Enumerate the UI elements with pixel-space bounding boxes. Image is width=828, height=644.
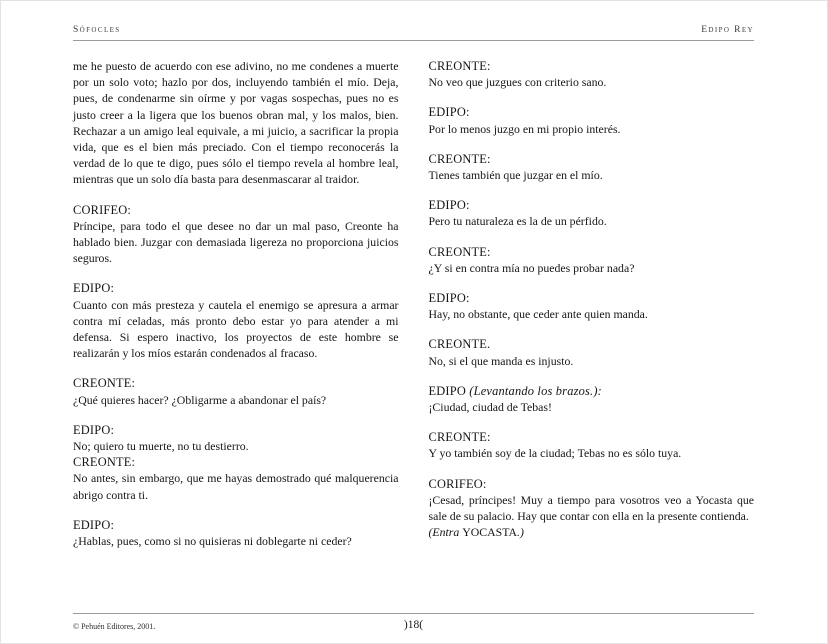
speech-block bbox=[73, 454, 399, 503]
speech-text: ¿Hablas, pues, como si no quisieras ni doblegarte ni ceder? bbox=[73, 534, 352, 549]
speech-block bbox=[429, 476, 755, 541]
speaker-name: EDIPO: bbox=[73, 517, 115, 532]
stage-note: (Levantando los brazos.): bbox=[469, 383, 602, 398]
speech-block bbox=[73, 375, 399, 407]
speaker-name: CREONTE: bbox=[428, 430, 491, 445]
speaker-name: EDIPO: bbox=[73, 422, 115, 437]
speech-text: No; quiero tu muerte, no tu destierro. bbox=[73, 439, 249, 454]
speech-block bbox=[429, 290, 755, 322]
speaker-name: EDIPO: bbox=[428, 291, 470, 306]
speaker-name: CREONTE: bbox=[428, 59, 491, 73]
speaker-name: CREONTE: bbox=[428, 151, 491, 166]
speech-text: Y yo también soy de la ciudad; Tebas no es sólo tuya. bbox=[428, 446, 682, 461]
footer-rule bbox=[73, 613, 754, 614]
speech-block bbox=[429, 151, 755, 183]
speaker-name: CORIFEO: bbox=[73, 202, 132, 217]
speaker-name: CORIFEO: bbox=[428, 476, 487, 491]
speech-text: Cuanto con más presteza y cautela el enemigo se apresura a armar contra mí celadas, más pronto debo estar yo para atender a mi defensa. Si espero inactivo, los proyectos de este hombre se realizarán y los míos estarán condenados al fracaso. bbox=[73, 297, 399, 361]
copyright: © Pehuén Editores, 2001. bbox=[73, 622, 156, 631]
continued-paragraph: me he puesto de acuerdo con ese adivino, no me condenes a muerte por un solo voto; hazlo por dos, incluyendo también el mío. Deja, pues, de condenarme sin oírme y por vagas sospechas, pues no es justo creer a la ligera que los buenos obran mal, y los malos, bien. Rechazar a un amigo leal equivale, a mi juicio, a sacrificar la propia vida, que es el bien más preciado. Con el tiempo reconocerás la verdad de lo que te digo, pues sólo el tiempo revela al hombre leal, mientras que un solo día basta para desenmascarar al traidor. bbox=[73, 59, 399, 187]
speech-block bbox=[429, 429, 755, 461]
speech-block bbox=[73, 202, 399, 267]
speech-text: Por lo menos juzgo en mi propio interés. bbox=[428, 121, 621, 136]
speech-text: No veo que juzgues con criterio sano. bbox=[428, 75, 607, 90]
speech-text: ¡Ciudad, ciudad de Tebas! bbox=[428, 400, 552, 415]
speech-block bbox=[429, 58, 755, 90]
speech-text: No antes, sin embargo, que me hayas demostrado qué malquerencia abrigo contra ti. bbox=[73, 471, 399, 502]
speech-text: ¿Qué quieres hacer? ¿Obligarme a abandonar el país? bbox=[73, 392, 327, 407]
page-number: )18( bbox=[403, 619, 424, 631]
text-columns bbox=[73, 58, 754, 549]
stage-direction-post: .) bbox=[517, 525, 524, 540]
speaker-name bbox=[429, 383, 755, 399]
speech-block bbox=[73, 422, 399, 454]
speech-text: ¡Cesad, príncipes! Muy a tiempo para vosotros veo a Yocasta que sale de su palacio. Hay que contar con ella en la presente contienda. bbox=[428, 492, 754, 524]
speech-text: ¿Y si en contra mía no puedes probar nada? bbox=[428, 260, 635, 275]
header-title: Edipo Rey bbox=[701, 25, 754, 35]
speaker-name: EDIPO: bbox=[73, 281, 115, 296]
speech-block bbox=[429, 244, 755, 276]
speech-block bbox=[73, 517, 399, 549]
footer-row bbox=[73, 619, 754, 634]
speech-block bbox=[73, 280, 399, 361]
speaker-name: CREONTE: bbox=[428, 244, 491, 259]
speaker-name: EDIPO: bbox=[428, 105, 470, 120]
stage-direction bbox=[429, 524, 755, 540]
speech-block bbox=[429, 336, 755, 368]
speaker-name-text: EDIPO bbox=[428, 383, 466, 398]
speech-text: Hay, no obstante, que ceder ante quien manda. bbox=[428, 307, 648, 322]
speech-block bbox=[429, 197, 755, 229]
speaker-name: CREONTE: bbox=[73, 376, 136, 391]
left-column bbox=[73, 58, 399, 549]
speech-text: No, si el que manda es injusto. bbox=[428, 353, 574, 368]
speaker-name: CREONTE: bbox=[73, 455, 136, 470]
stage-direction-name: YOCASTA bbox=[462, 525, 518, 540]
speaker-name: CREONTE. bbox=[428, 337, 491, 352]
stage-direction-pre: (Entra bbox=[428, 525, 463, 540]
speech-text: Pero tu naturaleza es la de un pérfido. bbox=[428, 214, 607, 229]
speech-block bbox=[429, 383, 755, 415]
page-footer bbox=[73, 613, 754, 634]
running-head bbox=[73, 25, 754, 41]
speech-text: Príncipe, para todo el que desee no dar un mal paso, Creonte ha hablado bien. Juzgar con demasiada ligereza no proporciona juicios seguros. bbox=[73, 218, 399, 266]
header-author: Sófocles bbox=[73, 25, 121, 35]
speaker-name: EDIPO: bbox=[428, 198, 470, 213]
right-column bbox=[429, 58, 755, 549]
speech-text: Tienes también que juzgar en el mío. bbox=[428, 168, 603, 183]
speech-block bbox=[429, 104, 755, 136]
